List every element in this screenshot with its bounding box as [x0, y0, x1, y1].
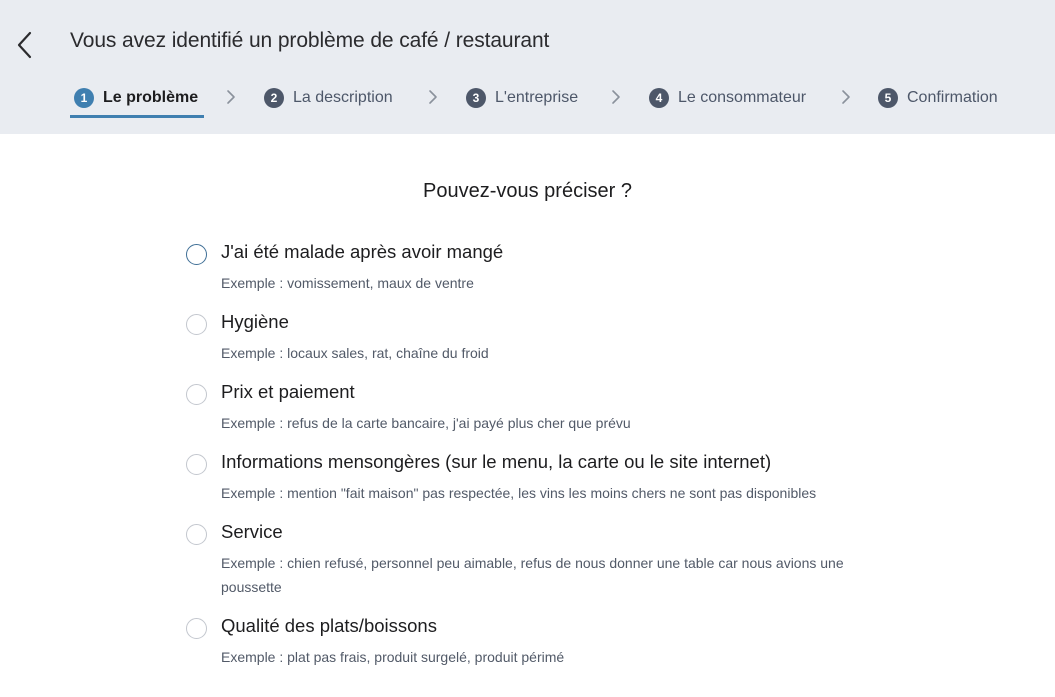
step-number: 2 — [264, 88, 284, 108]
step-label: Le problème — [103, 89, 199, 106]
option-example: Exemple : chien refusé, personnel peu aimable, refus de nous donner une table car nous avions une poussette — [221, 555, 844, 595]
question-heading: Pouvez-vous préciser ? — [423, 180, 632, 202]
chevron-right-icon — [609, 86, 623, 108]
step-description[interactable] — [264, 78, 393, 118]
step-number: 1 — [74, 88, 94, 108]
option-example: Exemple : mention "fait maison" pas respectée, les vins les moins chers ne sont pas disponibles — [221, 485, 817, 501]
radio-button[interactable] — [186, 618, 207, 639]
step-confirmation[interactable] — [878, 78, 998, 118]
radio-button[interactable] — [186, 454, 207, 475]
chevron-right-icon — [224, 86, 238, 108]
option-title: Prix et paiement — [221, 381, 355, 402]
chevron-right-icon — [426, 86, 440, 108]
radio-button[interactable] — [186, 384, 207, 405]
radio-button[interactable] — [186, 244, 207, 265]
option-title: Qualité des plats/boissons — [221, 615, 437, 636]
radio-button[interactable] — [186, 524, 207, 545]
option-title: Hygiène — [221, 311, 289, 332]
option-example: Exemple : vomissement, maux de ventre — [221, 275, 474, 291]
option-title: Informations mensongères (sur le menu, la carte ou le site internet) — [221, 451, 772, 472]
stepper — [0, 78, 1055, 120]
step-label: La description — [293, 89, 393, 106]
option-example: Exemple : refus de la carte bancaire, j'ai payé plus cher que prévu — [221, 415, 631, 431]
option-example: Exemple : locaux sales, rat, chaîne du froid — [221, 345, 489, 361]
option-title: J'ai été malade après avoir mangé — [221, 241, 504, 262]
option-title: Service — [221, 521, 283, 542]
step-consommateur[interactable] — [649, 78, 806, 118]
back-button[interactable] — [10, 28, 40, 62]
active-step-underline — [70, 115, 204, 118]
step-entreprise[interactable] — [466, 78, 578, 118]
step-number: 3 — [466, 88, 486, 108]
step-number: 5 — [878, 88, 898, 108]
step-label: L'entreprise — [495, 89, 579, 106]
step-number: 4 — [649, 88, 669, 108]
chevron-left-icon — [10, 28, 40, 62]
step-label: Confirmation — [907, 89, 998, 106]
step-probleme[interactable] — [74, 78, 198, 118]
header — [0, 0, 1055, 134]
chevron-right-icon — [839, 86, 853, 108]
option-example: Exemple : plat pas frais, produit surgelé, produit périmé — [221, 649, 565, 665]
step-label: Le consommateur — [678, 89, 807, 106]
radio-button[interactable] — [186, 314, 207, 335]
page-title: Vous avez identifié un problème de café / restaurant — [70, 29, 550, 52]
